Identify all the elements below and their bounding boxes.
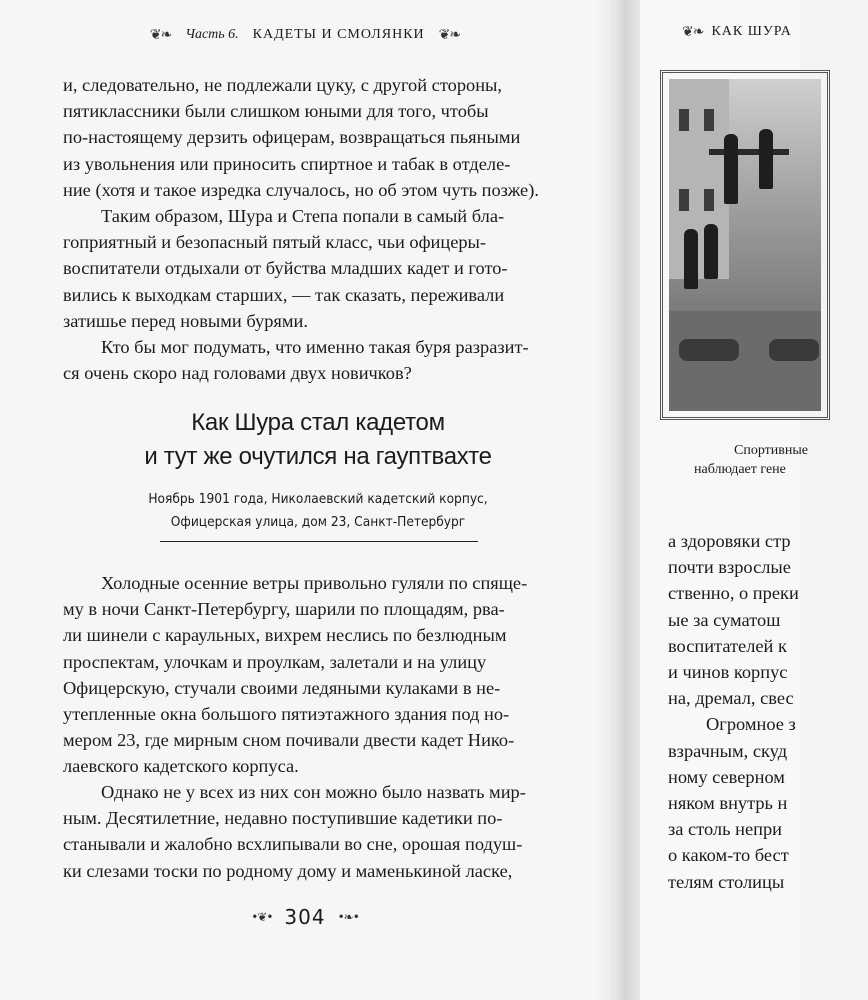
photo-window bbox=[704, 189, 714, 211]
text-line: утепленные окна большого пятиэтажного здания под но- bbox=[63, 704, 510, 725]
heading-subtitle bbox=[63, 488, 573, 534]
running-head-right bbox=[682, 24, 792, 40]
heading-rule bbox=[160, 541, 478, 542]
page-footer bbox=[0, 905, 610, 929]
ornament-icon: •❧• bbox=[337, 910, 359, 924]
text-line: по-настоящему дерзить офицерам, возвращаться пьяными bbox=[63, 127, 521, 148]
chapter-heading bbox=[63, 406, 573, 534]
page-number: 304 bbox=[284, 905, 326, 929]
photo-ground bbox=[669, 311, 821, 411]
text-line: телям столицы bbox=[668, 871, 785, 892]
photo-bar bbox=[709, 149, 789, 155]
text-line: лаевского кадетского корпуса. bbox=[63, 756, 299, 777]
right-page-text bbox=[668, 528, 868, 895]
photo-building bbox=[669, 79, 729, 279]
caption-line: Спортивные bbox=[734, 443, 808, 458]
ornament-icon: ❦❧ bbox=[682, 24, 704, 40]
text-line: гоприятный и безопасный пятый класс, чьи офицеры- bbox=[63, 232, 487, 253]
paragraph-1 bbox=[63, 72, 573, 203]
photo-frame bbox=[660, 70, 830, 420]
text-line: Кто бы мог подумать, что именно такая буря разразит- bbox=[101, 337, 529, 357]
text-line: станывали и жалобно всхлипывали во сне, орошая подуш- bbox=[63, 834, 523, 855]
running-head-title: КАДЕТЫ И СМОЛЯНКИ bbox=[252, 27, 425, 42]
text-line: из увольнения или приносить спиртное и табак в отделе- bbox=[63, 153, 511, 174]
photo-figure bbox=[724, 134, 738, 204]
text-line: взрачным, скуд bbox=[668, 740, 788, 761]
text-line: ственно, о преки bbox=[668, 583, 799, 604]
text-line: Огромное з bbox=[706, 714, 796, 735]
paragraph-3 bbox=[63, 334, 573, 386]
text-line: и, следовательно, не подлежали цуку, с другой стороны, bbox=[63, 75, 503, 95]
text-line: ки слезами тоски по родному дому и маменькиной ласке, bbox=[63, 860, 513, 881]
running-head bbox=[0, 24, 610, 46]
heading-line-1: Как Шура стал кадетом bbox=[191, 409, 445, 436]
text-line: за столь непри bbox=[668, 819, 782, 840]
text-line: проспектам, улочкам и проулкам, залетали и на улицу bbox=[63, 651, 487, 672]
text-line: мером 23, где мирным сном почивали двести кадет Нико- bbox=[63, 730, 515, 751]
subtitle-line-1: Ноябрь 1901 года, Николаевский кадетский корпус, bbox=[148, 491, 488, 507]
ornament-icon: ❦❧ bbox=[438, 27, 461, 43]
text-line: Таким образом, Шура и Степа попали в самый бла- bbox=[101, 206, 505, 226]
text-line: ые за суматош bbox=[668, 609, 781, 630]
paragraph-5 bbox=[63, 779, 573, 884]
photo-figure bbox=[759, 129, 773, 189]
photo-mat bbox=[769, 339, 819, 361]
text-line: ным. Десятилетние, недавно поступившие кадетики по- bbox=[63, 808, 503, 829]
photo-figure bbox=[684, 229, 698, 289]
photo-mat bbox=[679, 339, 739, 361]
running-head-title: КАК ШУРА bbox=[711, 24, 792, 39]
photo-window bbox=[679, 109, 689, 131]
text-line: му в ночи Санкт-Петербургу, шарили по площадям, рва- bbox=[63, 599, 505, 620]
text-line: пятиклассники были слишком юными для того, чтобы bbox=[63, 101, 489, 122]
text-line: воспитателей к bbox=[668, 635, 787, 656]
photo-figure bbox=[704, 224, 718, 279]
subtitle-line-2: Офицерская улица, дом 23, Санкт-Петербург bbox=[170, 514, 466, 530]
running-head-part: Часть 6. bbox=[185, 27, 239, 42]
text-line: Холодные осенние ветры привольно гуляли по спяще- bbox=[101, 573, 528, 593]
text-line: о каком-то бест bbox=[668, 845, 789, 866]
ornament-icon: ❦❧ bbox=[149, 27, 172, 43]
text-line: ние (хотя и такое изредка случалось, но об этом чуть позже). bbox=[63, 179, 539, 200]
text-line: на, дремал, свес bbox=[668, 688, 794, 709]
ornament-icon: •❦• bbox=[251, 910, 273, 924]
text-line: Однако не у всех из них сон можно было назвать мир- bbox=[101, 782, 526, 802]
photo-window bbox=[679, 189, 689, 211]
paragraph-4 bbox=[63, 570, 573, 780]
text-line: затишье перед новыми бурями. bbox=[63, 310, 308, 331]
text-line: ся очень скоро над головами двух новичков? bbox=[63, 363, 412, 384]
gymnastics-photo bbox=[669, 79, 821, 411]
caption-line: наблюдает гене bbox=[694, 462, 786, 477]
text-line: вились к выходкам старших, — так сказать, переживали bbox=[63, 284, 505, 305]
text-line: и чинов корпус bbox=[668, 662, 788, 683]
text-line: почти взрослые bbox=[668, 557, 791, 578]
text-line: няком внутрь н bbox=[668, 793, 788, 814]
text-line: Офицерскую, стучали своими ледяными кулаками в не- bbox=[63, 677, 501, 698]
text-line: а здоровяки стр bbox=[668, 531, 791, 551]
text-line: ли шинели с караульных, вихрем неслись по безлюдным bbox=[63, 625, 507, 646]
heading-line-2: и тут же очутился на гауптвахте bbox=[144, 443, 492, 470]
photo-window bbox=[704, 109, 714, 131]
text-line: номy северном bbox=[668, 766, 785, 787]
book-gutter bbox=[595, 0, 645, 1000]
right-page bbox=[640, 0, 808, 1000]
paragraph-2 bbox=[63, 203, 573, 334]
text-line: воспитатели отдыхали от буйства младших кадет и гото- bbox=[63, 258, 508, 279]
photo-caption bbox=[694, 441, 854, 479]
